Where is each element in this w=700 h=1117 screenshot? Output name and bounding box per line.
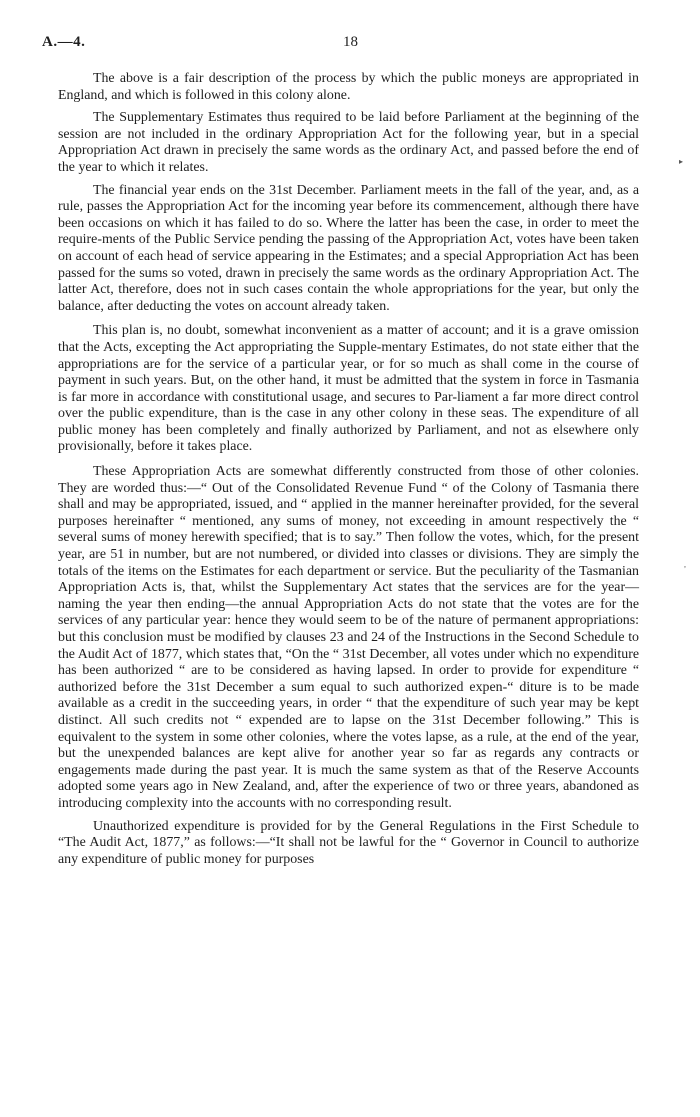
paragraph: The Supplementary Estimates thus required to be laid before Parliament at the beginning of the session are not included in the ordinary Appropriation Act for the following year, but in a special Appropriation Act drawn in precisely the same words as the ordinary Act, and passed before the end of the year to which it relates. — [58, 110, 639, 175]
paragraph: The financial year ends on the 31st December. Parliament meets in the fall of the year, and, as a rule, passes the Appropriation Act for the incoming year before its commencement, although there have been occasions on which it has failed to do so. Where the latter has been the case, in order to meet the require-ments of the Public Service pending the passing of the Appropriation Act, votes have been taken on account of each head of service appearing in the Estimates; and a special Appropriation Act has been passed for the sums so voted, drawn in precisely the same words as the ordinary Appropriation Act. The latter Act, therefore, does not in such cases contain the whole appropriations for the year, but only the balance, after deducting the votes on account already taken. — [58, 182, 639, 314]
running-head: A.—4. — [42, 34, 86, 50]
paragraph: This plan is, no doubt, somewhat inconvenient as a matter of account; and it is a grave omission that the Acts, excepting the Act appropriating the Supple-mentary Estimates, do not state either that the appropriations are for the service of a particular year, or for so much as shall come in the course of payment in such years. But, on the other hand, it must be admitted that the system in force in Tasmania is far more in accordance with constitutional usage, and secures to Par-liament a far more direct control over the public expenditure, than is the case in any other colony in these seas. The expenditure of all public money has been completely and finally authorized by Parliament, and not as elsewhere only provisionally, before it takes place. — [58, 323, 639, 455]
margin-mark: ▸ — [679, 157, 684, 166]
page-number: 18 — [343, 34, 358, 50]
paragraph: These Appropriation Acts are somewhat differently constructed from those of other colonies. They are worded thus:—“ Out of the Consolidated Revenue Fund “ of the Colony of Tasmania there shall and may be appropriated, issued, and “ applied in the manner hereinafter provided, for the several purposes hereinafter “ mentioned, any sums of money, not exceeding in amount respectively the “ several sums of money herewith specified; that is to say.” Then follow the votes, which, for the present year, are 51 in number, but are not numbered, or divided into classes or divisions. They are simply the totals of the items on the Estimates for each department or service. But the peculiarity of the Tasmanian Appropriation Acts is, that, whilst the Supplementary Act states that the services are for the year—naming the year then ending—the annual Appropriation Acts do not state that the votes are for the services of any particular year: hence they would seem to be of the nature of permanent appropriations: but this conclusion must be modified by clauses 23 and 24 of the Instructions in the Second Schedule to the Audit Act of 1877, which states that, “On the “ 31st December, all votes under which no expenditure has been authorized “ are to be considered as having lapsed. In order to provide for expenditure “ authorized before the 31st December a sum equal to such authorized expen-“ diture is to be made available as a credit in the succeeding years, in order “ that the expenditure of such year may be kept distinct. All such credits not “ expended are to lapse on the 31st December following.” This is equivalent to the system in some other colonies, where the votes lapse, as a rule, at the end of the year, but the unexpended balances are kept alive for another year so far as regards any contracts or engagements made during the past year. It is much the same system as that of the Reserve Accounts adopted some years ago in New Zealand, and, after the experience of two or three years, abandoned as introducing complexity into the accounts with no corresponding result. — [58, 464, 639, 811]
paragraph: Unauthorized expenditure is provided for by the General Regulations in the First Schedule to “The Audit Act, 1877,” as follows:—“It shall not be lawful for the “ Governor in Council to authorize any expenditure of public money for purposes — [58, 818, 639, 867]
margin-mark: , — [684, 560, 686, 569]
paragraph: The above is a fair description of the process by which the public moneys are appropriated in England, and which is followed in this colony alone. — [58, 71, 639, 103]
body-text — [58, 71, 639, 874]
